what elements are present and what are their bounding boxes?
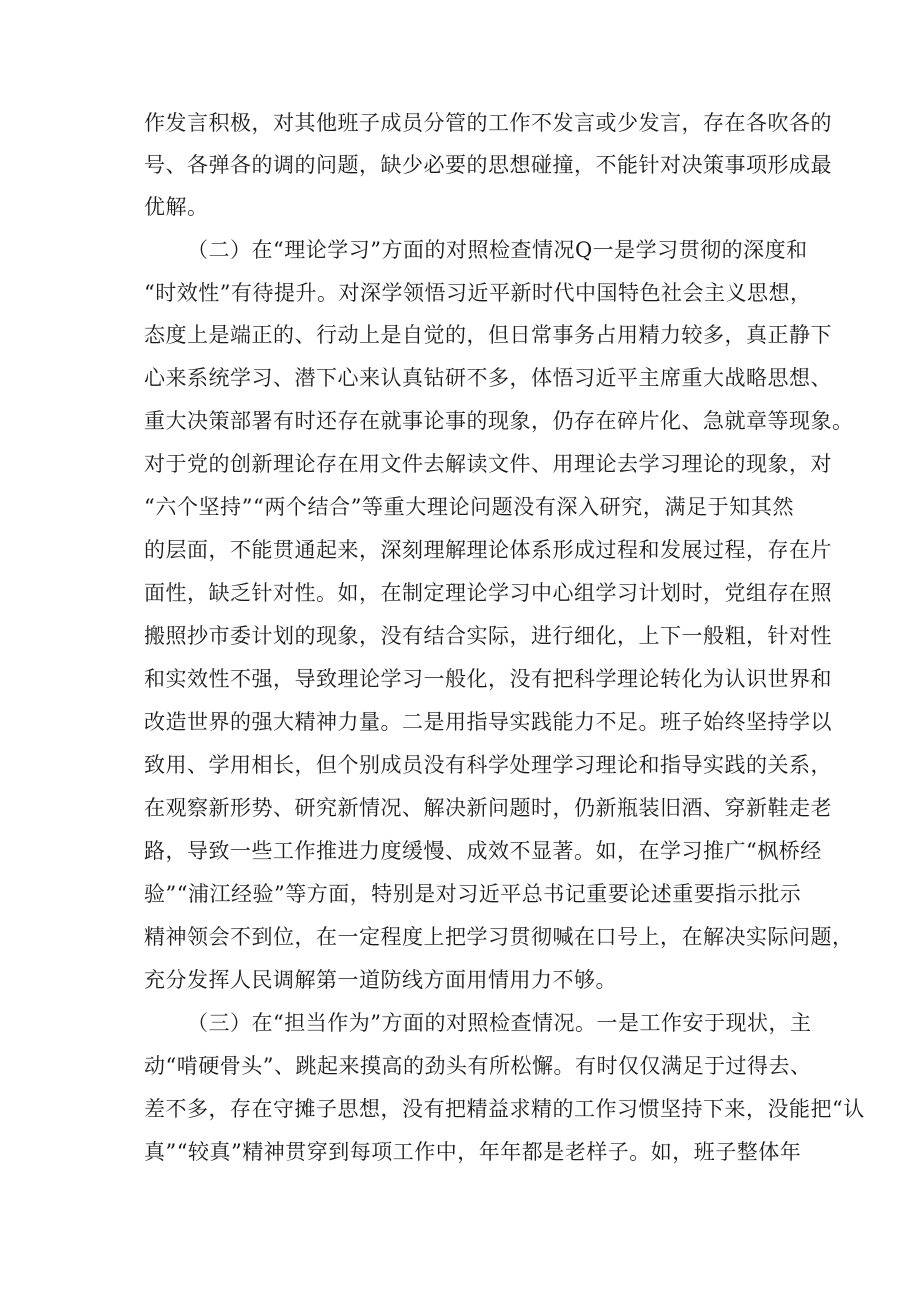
text-line: 态度上是端正的、行动上是自觉的，但日常事务占用精力较多，真正静下 (144, 323, 832, 347)
text-line: 重大决策部署有时还存在就事论事的现象，仍存在碎片化、急就章等现象。 (144, 409, 854, 433)
text-line: 真”“较真”精神贯穿到每项工作中，年年都是老样子。如，班子整体年 (144, 1140, 802, 1164)
text-line: 的层面，不能贯通起来，深刻理解理论体系形成过程和发展过程，存在片 (144, 538, 832, 562)
text-line: 动“啃硬骨头”、跳起来摸高的劲头有所松懈。有时仅仅满足于过得去、 (144, 1054, 812, 1078)
text-line: “时效性”有待提升。对深学领悟习近平新时代中国特色社会主义思想， (144, 281, 812, 305)
text-line: 致用、学用相长，但个别成员没有科学处理学习理论和指导实践的关系， (144, 753, 832, 777)
text-line: 验”“浦江经验”等方面，特别是对习近平总书记重要论述重要指示批示 (144, 882, 802, 906)
text-line: “六个坚持”“两个结合”等重大理论问题没有深入研究，满足于知其然 (144, 495, 794, 519)
text-line: 充分发挥人民调解第一道防线方面用情用力不够。 (144, 968, 617, 992)
section-three-heading-line: （三）在“担当作为”方面的对照检查情况。一是工作安于现状，主 (187, 1011, 812, 1035)
text-line: 精神领会不到位，在一定程度上把学习贯彻喊在口号上，在解决实际问题， (144, 925, 854, 949)
text-line: 对于党的创新理论存在用文件去解读文件、用理论去学习理论的现象，对 (144, 452, 832, 476)
text-line: 差不多，存在守摊子思想，没有把精益求精的工作习惯坚持下来，没能把“认 (144, 1097, 865, 1121)
text-line: 号、各弹各的调的问题，缺少必要的思想碰撞，不能针对决策事项形成最 (144, 153, 832, 177)
text-line: 作发言积极，对其他班子成员分管的工作不发言或少发言，存在各吹各的 (144, 111, 832, 135)
section-two-heading-line: （二）在“理论学习”方面的对照检查情况Q一是学习贯彻的深度和 (187, 238, 808, 262)
text-line: 和实效性不强，导致理论学习一般化，没有把科学理论转化为认识世界和 (144, 667, 832, 691)
text-line: 改造世界的强大精神力量。二是用指导实践能力不足。班子始终坚持学以 (144, 710, 832, 734)
text-line: 面性，缺乏针对性。如，在制定理论学习中心组学习计划时，党组存在照 (144, 581, 832, 605)
text-line: 在观察新形势、研究新情况、解决新问题时，仍新瓶装旧酒、穿新鞋走老 (144, 796, 832, 820)
text-line: 心来系统学习、潜下心来认真钻研不多，体悟习近平主席重大战略思想、 (144, 366, 832, 390)
text-line: 路，导致一些工作推进力度缓慢、成效不显著。如，在学习推广“枫桥经 (144, 839, 822, 863)
text-line: 优解。 (144, 195, 209, 219)
text-line: 搬照抄市委计划的现象，没有结合实际，进行细化，上下一般粗，针对性 (144, 624, 832, 648)
